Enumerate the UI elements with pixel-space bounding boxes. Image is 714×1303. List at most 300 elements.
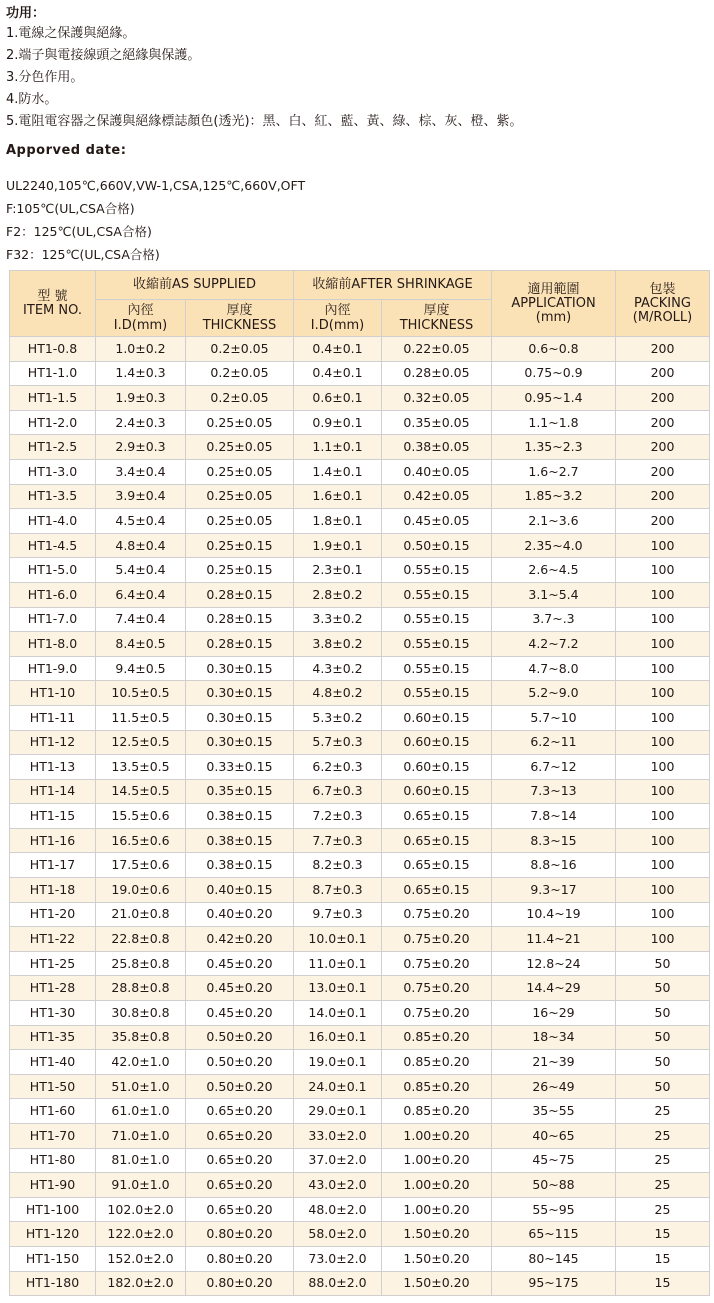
function-item: 2.端子與電接線頭之絕緣與保護。 [6, 48, 201, 63]
thickness-supplied-cell: 0.2±0.05 [186, 337, 294, 362]
thickness-shrunk-cell: 0.60±0.15 [382, 779, 492, 804]
packing-cell: 100 [616, 755, 710, 780]
id-supplied-cell: 81.0±1.0 [96, 1148, 186, 1173]
id-supplied-cell: 16.5±0.6 [96, 828, 186, 853]
header-id-en: I.D(mm) [113, 318, 168, 333]
model-cell: HT1-2.5 [10, 435, 96, 460]
packing-cell: 200 [616, 459, 710, 484]
model-cell: HT1-80 [10, 1148, 96, 1173]
model-cell: HT1-180 [10, 1271, 96, 1296]
model-cell: HT1-1.0 [10, 361, 96, 386]
header-model [10, 271, 96, 337]
thickness-supplied-cell: 0.25±0.15 [186, 533, 294, 558]
packing-cell: 50 [616, 976, 710, 1001]
thickness-supplied-cell: 0.25±0.05 [186, 410, 294, 435]
header-packing-unit: (M/ROLL) [632, 309, 693, 325]
model-cell: HT1-3.5 [10, 484, 96, 509]
thickness-shrunk-cell: 0.65±0.15 [382, 828, 492, 853]
header-after-shrinkage: 收縮前AFTER SHRINKAGE [294, 271, 492, 300]
thickness-shrunk-cell: 1.00±0.20 [382, 1173, 492, 1198]
packing-cell: 50 [616, 1001, 710, 1026]
application-cell: 65~115 [492, 1222, 616, 1247]
packing-cell: 100 [616, 656, 710, 681]
table-row [10, 459, 710, 484]
table-row [10, 1246, 710, 1271]
application-cell: 6.2~11 [492, 730, 616, 755]
application-cell: 40~65 [492, 1124, 616, 1149]
application-cell: 26~49 [492, 1074, 616, 1099]
id-shrunk-cell: 33.0±2.0 [294, 1124, 382, 1149]
id-shrunk-cell: 6.7±0.3 [294, 779, 382, 804]
id-shrunk-cell: 10.0±0.1 [294, 927, 382, 952]
packing-cell: 50 [616, 1074, 710, 1099]
thickness-supplied-cell: 0.45±0.20 [186, 1001, 294, 1026]
id-supplied-cell: 7.4±0.4 [96, 607, 186, 632]
packing-cell: 200 [616, 509, 710, 534]
thickness-shrunk-cell: 0.75±0.20 [382, 902, 492, 927]
model-cell: HT1-3.0 [10, 459, 96, 484]
thickness-supplied-cell: 0.50±0.20 [186, 1074, 294, 1099]
id-shrunk-cell: 58.0±2.0 [294, 1222, 382, 1247]
application-cell: 18~34 [492, 1025, 616, 1050]
id-supplied-cell: 22.8±0.8 [96, 927, 186, 952]
certification-item: F:105℃(UL,CSA合格) [6, 201, 135, 216]
thickness-shrunk-cell: 0.85±0.20 [382, 1074, 492, 1099]
model-cell: HT1-150 [10, 1246, 96, 1271]
packing-cell: 50 [616, 951, 710, 976]
spec-table-body [10, 337, 710, 1296]
header-application-en: APPLICATION [511, 295, 596, 311]
header-id [96, 300, 186, 337]
id-supplied-cell: 42.0±1.0 [96, 1050, 186, 1075]
id-shrunk-cell: 16.0±0.1 [294, 1025, 382, 1050]
packing-cell: 100 [616, 582, 710, 607]
model-cell: HT1-0.8 [10, 337, 96, 362]
thickness-shrunk-cell: 1.50±0.20 [382, 1222, 492, 1247]
thickness-supplied-cell: 0.40±0.15 [186, 878, 294, 903]
id-supplied-cell: 1.4±0.3 [96, 361, 186, 386]
thickness-supplied-cell: 0.65±0.20 [186, 1148, 294, 1173]
thickness-supplied-cell: 0.30±0.15 [186, 705, 294, 730]
packing-cell: 15 [616, 1246, 710, 1271]
table-row [10, 509, 710, 534]
packing-cell: 200 [616, 386, 710, 411]
model-cell: HT1-70 [10, 1124, 96, 1149]
id-shrunk-cell: 19.0±0.1 [294, 1050, 382, 1075]
id-supplied-cell: 1.9±0.3 [96, 386, 186, 411]
model-cell: HT1-30 [10, 1001, 96, 1026]
application-cell: 0.95~1.4 [492, 386, 616, 411]
thickness-supplied-cell: 0.25±0.05 [186, 435, 294, 460]
application-cell: 95~175 [492, 1271, 616, 1296]
thickness-shrunk-cell: 1.00±0.20 [382, 1197, 492, 1222]
spec-table [9, 270, 710, 1296]
packing-cell: 100 [616, 927, 710, 952]
id-supplied-cell: 152.0±2.0 [96, 1246, 186, 1271]
thickness-shrunk-cell: 1.00±0.20 [382, 1124, 492, 1149]
function-item: 4.防水。 [6, 92, 58, 107]
thickness-shrunk-cell: 0.60±0.15 [382, 705, 492, 730]
table-row [10, 1222, 710, 1247]
thickness-supplied-cell: 0.2±0.05 [186, 361, 294, 386]
id-shrunk-cell: 29.0±0.1 [294, 1099, 382, 1124]
thickness-shrunk-cell: 0.55±0.15 [382, 558, 492, 583]
thickness-shrunk-cell: 0.85±0.20 [382, 1050, 492, 1075]
model-cell: HT1-2.0 [10, 410, 96, 435]
id-shrunk-cell: 24.0±0.1 [294, 1074, 382, 1099]
packing-cell: 100 [616, 558, 710, 583]
thickness-shrunk-cell: 0.75±0.20 [382, 1001, 492, 1026]
id-supplied-cell: 9.4±0.5 [96, 656, 186, 681]
packing-cell: 100 [616, 681, 710, 706]
id-shrunk-cell: 1.1±0.1 [294, 435, 382, 460]
table-row [10, 582, 710, 607]
model-cell: HT1-28 [10, 976, 96, 1001]
thickness-supplied-cell: 0.38±0.15 [186, 828, 294, 853]
id-shrunk-cell: 73.0±2.0 [294, 1246, 382, 1271]
application-cell: 10.4~19 [492, 902, 616, 927]
id-shrunk-cell: 37.0±2.0 [294, 1148, 382, 1173]
table-row [10, 361, 710, 386]
application-cell: 45~75 [492, 1148, 616, 1173]
model-cell: HT1-13 [10, 755, 96, 780]
packing-cell: 25 [616, 1099, 710, 1124]
thickness-supplied-cell: 0.45±0.20 [186, 951, 294, 976]
table-row [10, 410, 710, 435]
thickness-shrunk-cell: 0.55±0.15 [382, 681, 492, 706]
id-supplied-cell: 10.5±0.5 [96, 681, 186, 706]
packing-cell: 50 [616, 1050, 710, 1075]
thickness-shrunk-cell: 0.60±0.15 [382, 730, 492, 755]
application-cell: 14.4~29 [492, 976, 616, 1001]
application-cell: 1.1~1.8 [492, 410, 616, 435]
header-application [492, 271, 616, 337]
id-shrunk-cell: 0.9±0.1 [294, 410, 382, 435]
thickness-supplied-cell: 0.65±0.20 [186, 1197, 294, 1222]
application-cell: 80~145 [492, 1246, 616, 1271]
function-item: 1.電線之保護與絕緣。 [6, 26, 136, 41]
table-row [10, 1001, 710, 1026]
id-supplied-cell: 2.9±0.3 [96, 435, 186, 460]
header-thickness-en: THICKNESS [202, 318, 277, 333]
application-cell: 3.7~.3 [492, 607, 616, 632]
id-shrunk-cell: 11.0±0.1 [294, 951, 382, 976]
thickness-shrunk-cell: 0.75±0.20 [382, 976, 492, 1001]
thickness-supplied-cell: 0.50±0.20 [186, 1050, 294, 1075]
model-cell: HT1-17 [10, 853, 96, 878]
id-supplied-cell: 2.4±0.3 [96, 410, 186, 435]
model-cell: HT1-50 [10, 1074, 96, 1099]
packing-cell: 200 [616, 484, 710, 509]
table-row [10, 1025, 710, 1050]
thickness-shrunk-cell: 0.65±0.15 [382, 853, 492, 878]
application-cell: 0.75~0.9 [492, 361, 616, 386]
certification-item: UL2240,105℃,660V,VW-1,CSA,125℃,660V,OFT [6, 178, 306, 193]
id-supplied-cell: 3.4±0.4 [96, 459, 186, 484]
header-application-zh: 適用範圍 [527, 281, 580, 297]
id-supplied-cell: 61.0±1.0 [96, 1099, 186, 1124]
model-cell: HT1-4.0 [10, 509, 96, 534]
thickness-shrunk-cell: 0.55±0.15 [382, 582, 492, 607]
id-shrunk-cell: 48.0±2.0 [294, 1197, 382, 1222]
header-application-unit: (mm) [535, 309, 572, 325]
table-row [10, 902, 710, 927]
id-shrunk-cell: 1.8±0.1 [294, 509, 382, 534]
header-id-after [294, 300, 382, 337]
id-shrunk-cell: 13.0±0.1 [294, 976, 382, 1001]
packing-cell: 15 [616, 1222, 710, 1247]
id-supplied-cell: 71.0±1.0 [96, 1124, 186, 1149]
thickness-supplied-cell: 0.38±0.15 [186, 853, 294, 878]
model-cell: HT1-120 [10, 1222, 96, 1247]
certification-item: F2：125℃(UL,CSA合格) [6, 224, 152, 239]
model-cell: HT1-40 [10, 1050, 96, 1075]
thickness-shrunk-cell: 0.55±0.15 [382, 632, 492, 657]
application-cell: 6.7~12 [492, 755, 616, 780]
thickness-supplied-cell: 0.65±0.20 [186, 1124, 294, 1149]
id-shrunk-cell: 2.3±0.1 [294, 558, 382, 583]
id-shrunk-cell: 7.2±0.3 [294, 804, 382, 829]
approved-heading: Apporved date: [6, 143, 127, 158]
id-supplied-cell: 13.5±0.5 [96, 755, 186, 780]
id-shrunk-cell: 6.2±0.3 [294, 755, 382, 780]
application-cell: 16~29 [492, 1001, 616, 1026]
id-shrunk-cell: 1.6±0.1 [294, 484, 382, 509]
application-cell: 11.4~21 [492, 927, 616, 952]
thickness-shrunk-cell: 0.45±0.05 [382, 509, 492, 534]
id-shrunk-cell: 4.8±0.2 [294, 681, 382, 706]
table-row [10, 484, 710, 509]
model-cell: HT1-1.5 [10, 386, 96, 411]
table-row [10, 927, 710, 952]
thickness-shrunk-cell: 0.38±0.05 [382, 435, 492, 460]
table-row [10, 730, 710, 755]
spec-table-header [10, 271, 710, 337]
thickness-supplied-cell: 0.30±0.15 [186, 730, 294, 755]
thickness-supplied-cell: 0.80±0.20 [186, 1246, 294, 1271]
table-row [10, 1197, 710, 1222]
thickness-supplied-cell: 0.25±0.05 [186, 484, 294, 509]
id-supplied-cell: 5.4±0.4 [96, 558, 186, 583]
id-shrunk-cell: 14.0±0.1 [294, 1001, 382, 1026]
application-cell: 1.85~3.2 [492, 484, 616, 509]
id-supplied-cell: 102.0±2.0 [96, 1197, 186, 1222]
table-row [10, 828, 710, 853]
id-supplied-cell: 8.4±0.5 [96, 632, 186, 657]
table-row [10, 435, 710, 460]
application-cell: 1.6~2.7 [492, 459, 616, 484]
table-row [10, 386, 710, 411]
thickness-supplied-cell: 0.65±0.20 [186, 1099, 294, 1124]
packing-cell: 25 [616, 1148, 710, 1173]
application-cell: 7.3~13 [492, 779, 616, 804]
model-cell: HT1-60 [10, 1099, 96, 1124]
function-item: 5.電阻電容器之保護與絕緣標誌顏色(透光)：黑、白、紅、藍、黃、綠、棕、灰、橙、紫。 [6, 114, 523, 129]
model-cell: HT1-100 [10, 1197, 96, 1222]
packing-cell: 100 [616, 705, 710, 730]
id-supplied-cell: 91.0±1.0 [96, 1173, 186, 1198]
thickness-supplied-cell: 0.25±0.05 [186, 459, 294, 484]
id-supplied-cell: 12.5±0.5 [96, 730, 186, 755]
header-id-zh: 內徑 [127, 303, 154, 318]
thickness-supplied-cell: 0.30±0.15 [186, 656, 294, 681]
application-cell: 4.7~8.0 [492, 656, 616, 681]
model-cell: HT1-9.0 [10, 656, 96, 681]
application-cell: 7.8~14 [492, 804, 616, 829]
header-thickness-zh: 厚度 [226, 303, 253, 318]
thickness-shrunk-cell: 1.50±0.20 [382, 1271, 492, 1296]
application-cell: 21~39 [492, 1050, 616, 1075]
application-cell: 4.2~7.2 [492, 632, 616, 657]
header-model-zh: 型 號 [37, 288, 68, 304]
thickness-shrunk-cell: 0.65±0.15 [382, 878, 492, 903]
packing-cell: 25 [616, 1197, 710, 1222]
header-thickness-after [382, 300, 492, 337]
model-cell: HT1-18 [10, 878, 96, 903]
header-packing [616, 271, 710, 337]
header-packing-zh: 包裝 [649, 281, 676, 297]
id-supplied-cell: 6.4±0.4 [96, 582, 186, 607]
application-cell: 0.6~0.8 [492, 337, 616, 362]
thickness-supplied-cell: 0.25±0.05 [186, 509, 294, 534]
packing-cell: 15 [616, 1271, 710, 1296]
table-row [10, 779, 710, 804]
thickness-shrunk-cell: 0.55±0.15 [382, 607, 492, 632]
thickness-supplied-cell: 0.80±0.20 [186, 1271, 294, 1296]
packing-cell: 100 [616, 878, 710, 903]
packing-cell: 100 [616, 730, 710, 755]
table-row [10, 951, 710, 976]
thickness-supplied-cell: 0.65±0.20 [186, 1173, 294, 1198]
id-shrunk-cell: 9.7±0.3 [294, 902, 382, 927]
id-supplied-cell: 4.5±0.4 [96, 509, 186, 534]
id-shrunk-cell: 3.3±0.2 [294, 607, 382, 632]
application-cell: 2.35~4.0 [492, 533, 616, 558]
application-cell: 35~55 [492, 1099, 616, 1124]
table-row [10, 705, 710, 730]
application-cell: 3.1~5.4 [492, 582, 616, 607]
thickness-shrunk-cell: 0.85±0.20 [382, 1099, 492, 1124]
id-supplied-cell: 122.0±2.0 [96, 1222, 186, 1247]
header-packing-en: PACKING [634, 295, 691, 311]
application-cell: 8.3~15 [492, 828, 616, 853]
application-cell: 50~88 [492, 1173, 616, 1198]
id-supplied-cell: 1.0±0.2 [96, 337, 186, 362]
table-row [10, 1099, 710, 1124]
packing-cell: 200 [616, 361, 710, 386]
thickness-supplied-cell: 0.30±0.15 [186, 681, 294, 706]
thickness-supplied-cell: 0.42±0.20 [186, 927, 294, 952]
model-cell: HT1-90 [10, 1173, 96, 1198]
thickness-supplied-cell: 0.80±0.20 [186, 1222, 294, 1247]
id-shrunk-cell: 8.2±0.3 [294, 853, 382, 878]
table-row [10, 558, 710, 583]
thickness-shrunk-cell: 0.75±0.20 [382, 927, 492, 952]
packing-cell: 100 [616, 533, 710, 558]
thickness-shrunk-cell: 0.65±0.15 [382, 804, 492, 829]
thickness-shrunk-cell: 1.00±0.20 [382, 1148, 492, 1173]
table-row [10, 853, 710, 878]
model-cell: HT1-15 [10, 804, 96, 829]
table-row [10, 804, 710, 829]
id-shrunk-cell: 7.7±0.3 [294, 828, 382, 853]
packing-cell: 100 [616, 804, 710, 829]
id-shrunk-cell: 5.3±0.2 [294, 705, 382, 730]
intro-section [6, 4, 710, 266]
id-supplied-cell: 28.8±0.8 [96, 976, 186, 1001]
table-row [10, 1124, 710, 1149]
application-cell: 2.6~4.5 [492, 558, 616, 583]
thickness-shrunk-cell: 1.50±0.20 [382, 1246, 492, 1271]
application-cell: 9.3~17 [492, 878, 616, 903]
table-row [10, 1074, 710, 1099]
id-supplied-cell: 14.5±0.5 [96, 779, 186, 804]
packing-cell: 100 [616, 779, 710, 804]
model-cell: HT1-10 [10, 681, 96, 706]
model-cell: HT1-6.0 [10, 582, 96, 607]
model-cell: HT1-5.0 [10, 558, 96, 583]
table-row [10, 1271, 710, 1296]
id-shrunk-cell: 3.8±0.2 [294, 632, 382, 657]
model-cell: HT1-25 [10, 951, 96, 976]
model-cell: HT1-12 [10, 730, 96, 755]
id-supplied-cell: 19.0±0.6 [96, 878, 186, 903]
application-cell: 12.8~24 [492, 951, 616, 976]
header-thickness-after-en: THICKNESS [399, 318, 474, 333]
thickness-supplied-cell: 0.38±0.15 [186, 804, 294, 829]
application-cell: 5.7~10 [492, 705, 616, 730]
table-row [10, 1148, 710, 1173]
model-cell: HT1-14 [10, 779, 96, 804]
packing-cell: 100 [616, 828, 710, 853]
model-cell: HT1-8.0 [10, 632, 96, 657]
application-cell: 2.1~3.6 [492, 509, 616, 534]
packing-cell: 25 [616, 1173, 710, 1198]
thickness-shrunk-cell: 0.50±0.15 [382, 533, 492, 558]
application-cell: 55~95 [492, 1197, 616, 1222]
model-cell: HT1-7.0 [10, 607, 96, 632]
thickness-supplied-cell: 0.35±0.15 [186, 779, 294, 804]
id-supplied-cell: 21.0±0.8 [96, 902, 186, 927]
model-cell: HT1-16 [10, 828, 96, 853]
id-supplied-cell: 17.5±0.6 [96, 853, 186, 878]
thickness-shrunk-cell: 0.75±0.20 [382, 951, 492, 976]
packing-cell: 100 [616, 853, 710, 878]
thickness-shrunk-cell: 0.40±0.05 [382, 459, 492, 484]
id-supplied-cell: 11.5±0.5 [96, 705, 186, 730]
thickness-supplied-cell: 0.40±0.20 [186, 902, 294, 927]
table-row [10, 533, 710, 558]
id-shrunk-cell: 88.0±2.0 [294, 1271, 382, 1296]
table-row [10, 607, 710, 632]
id-shrunk-cell: 5.7±0.3 [294, 730, 382, 755]
thickness-shrunk-cell: 0.85±0.20 [382, 1025, 492, 1050]
id-shrunk-cell: 0.6±0.1 [294, 386, 382, 411]
table-row [10, 755, 710, 780]
table-row [10, 878, 710, 903]
thickness-shrunk-cell: 0.42±0.05 [382, 484, 492, 509]
id-supplied-cell: 25.8±0.8 [96, 951, 186, 976]
thickness-shrunk-cell: 0.55±0.15 [382, 656, 492, 681]
id-supplied-cell: 51.0±1.0 [96, 1074, 186, 1099]
packing-cell: 100 [616, 902, 710, 927]
packing-cell: 200 [616, 337, 710, 362]
thickness-supplied-cell: 0.50±0.20 [186, 1025, 294, 1050]
thickness-shrunk-cell: 0.28±0.05 [382, 361, 492, 386]
id-shrunk-cell: 1.9±0.1 [294, 533, 382, 558]
model-cell: HT1-35 [10, 1025, 96, 1050]
application-cell: 8.8~16 [492, 853, 616, 878]
